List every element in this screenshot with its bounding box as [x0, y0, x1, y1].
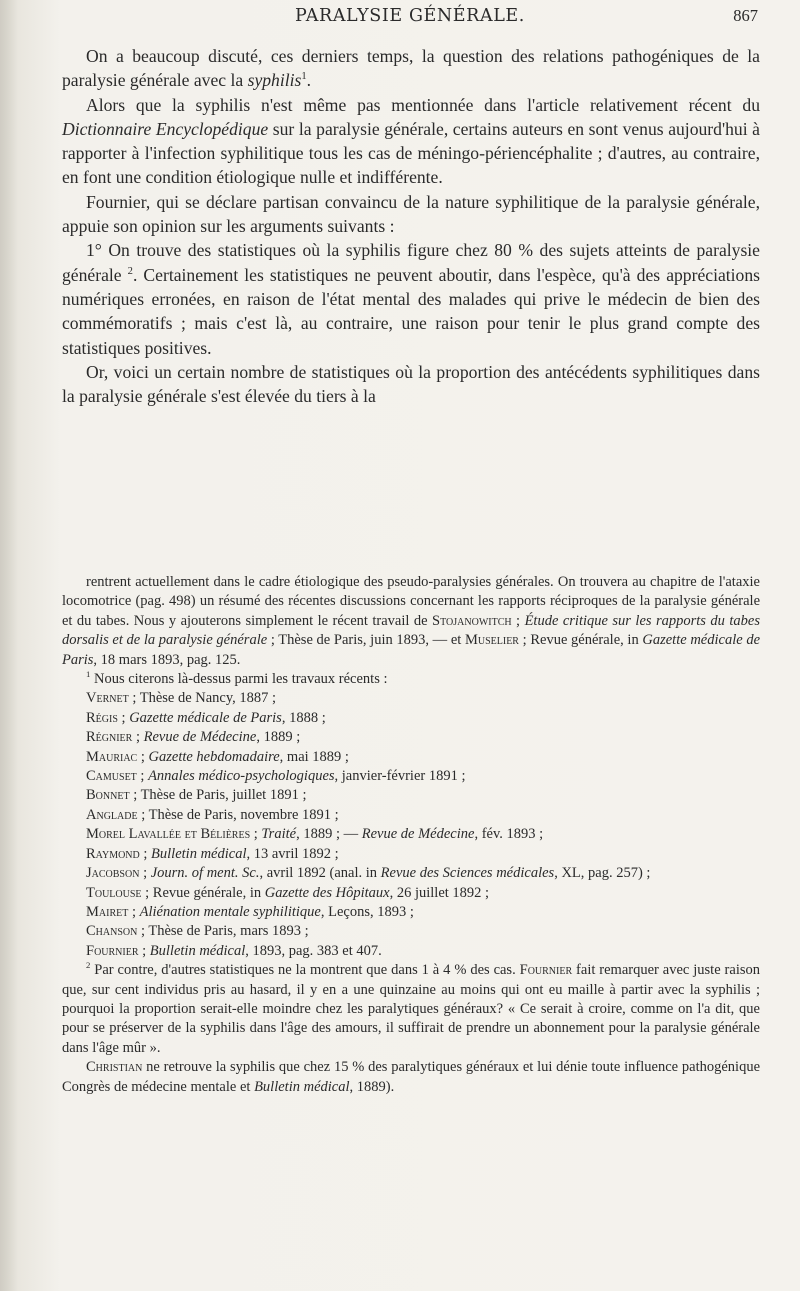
footnote-ref-1: 1: [301, 71, 307, 83]
reference-item: Bonnet ; Thèse de Paris, juillet 1891 ;: [86, 787, 307, 804]
paragraph-5: Or, voici un certain nombre de statistiques où la proportion des antécédents syphilitiques dans la paralysie générale s'est élevée du tiers à la: [62, 361, 760, 407]
footnote-continuation: rentrent actuellement dans le cadre étiologique des pseudo-paralysies générales. On trouvera au chapitre de l'ataxie locomotrice (pag. 498) un résumé des récentes discussions concernant les rapports réciproques de la paralysie générale et du tabes. Nous y ajouterons simplement le récent travail de Stojanowitch ; Étude critique sur les rapports du tabes dorsalis et de la paralysie générale ; Thèse de Paris, juin 1893, — et Muselier ; Revue générale, in Gazette médicale de Paris, 18 mars 1893, pag. 125.: [62, 574, 761, 668]
reference-item: Fournier ; Bulletin médical, 1893, pag. 383 et 407.: [86, 942, 382, 959]
main-text: [62, 44, 760, 408]
reference-item: Vernet ; Thèse de Nancy, 1887 ;: [86, 690, 277, 707]
footnote-2: $^2$ Par contre, d'autres statistiques ne la montrent que dans 1 à 4 % des cas. Fournier fait remarquer avec juste raison que, sur cent individus pris au hasard, il y en a une quinzaine au moins qui ont eu maille à partir avec la syphilis ; pourquoi la proportion serait-elle moindre chez les paralytiques généraux? « Ce serait à croire, comme on l'a dit, que pour se préserver de la syphilis dans l'âge des amours, il suffirait de prendre un abonnement pour la paralysie générale dans l'âge mûr ».: [62, 960, 760, 1056]
reference-item: Camuset ; Annales médico-psychologiques, janvier-février 1891 ;: [86, 768, 466, 785]
reference-item: Jacobson ; Journ. of ment. Sc., avril 1892 (anal. in Revue des Sciences médicales, XL, pag. 257) ;: [86, 865, 651, 882]
paragraph-3: Fournier, qui se déclare partisan convaincu de la nature syphilitique de la paralysie générale, appuie son opinion sur les arguments suivants :: [62, 191, 760, 237]
footnote-2-continuation: Christian ne retrouve la syphilis que chez 15 % des paralytiques généraux et lui dénie toute influence pathogénique Congrès de médecine mentale et Bulletin médical, 1889).: [62, 1059, 760, 1095]
footnotes: [62, 573, 760, 1097]
reference-item: Toulouse ; Revue générale, in Gazette des Hôpitaux, 26 juillet 1892 ;: [86, 884, 490, 901]
paragraph-1: On a beaucoup discuté, ces derniers temps, la question des relations pathogéniques de la paralysie générale avec la syphilis$^1$.: [62, 46, 760, 91]
reference-item: Morel Lavallée et Bélières ; Traité, 1889 ; — Revue de Médecine, fév. 1893 ;: [86, 826, 544, 843]
page-header: [62, 6, 758, 36]
reference-item: Chanson ; Thèse de Paris, mars 1893 ;: [86, 923, 309, 940]
paragraph-4: 1° On trouve des statistiques où la syphilis figure chez 80 % des sujets atteints de paralysie générale $^2$. Certainement les statistiques ne peuvent aboutir, dans l'espèce, qu'à des appréciations numériques erronées, en raison de l'état mental des malades qui prive le médecin de bien des commémoratifs ; mais c'est là, au contraire, une raison pour tenir le plus grand compte des statistiques positives.: [62, 240, 760, 358]
running-title: PARALYSIE GÉNÉRALE.: [295, 6, 525, 26]
reference-item: Mauriac ; Gazette hebdomadaire, mai 1889 ;: [86, 748, 349, 765]
reference-item: Régnier ; Revue de Médecine, 1889 ;: [86, 729, 301, 746]
footnote-ref-2: 2: [127, 265, 133, 277]
reference-item: Régis ; Gazette médicale de Paris, 1888 ;: [86, 709, 326, 726]
paragraph-2: Alors que la syphilis n'est même pas mentionnée dans l'article relativement récent du Dictionnaire Encyclopédique sur la paralysie générale, certains auteurs en sont venus aujourd'hui à rapporter à l'infection syphilitique tous les cas de méningo-périencéphalite ; d'autres, au contraire, en font une condition étiologique nulle et indifférente.: [62, 94, 760, 188]
reference-item: Raymond ; Bulletin médical, 13 avril 1892 ;: [86, 845, 339, 862]
footnote-1: $^1$ Nous citerons là-dessus parmi les travaux récents :: [86, 669, 388, 688]
reference-item: Anglade ; Thèse de Paris, novembre 1891 ;: [86, 806, 339, 823]
reference-item: Mairet ; Aliénation mentale syphilitique, Leçons, 1893 ;: [86, 903, 414, 920]
page-number: 867: [733, 6, 758, 25]
